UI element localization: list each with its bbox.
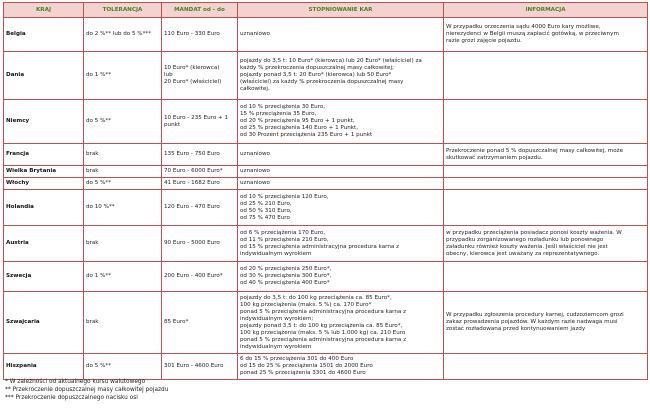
cell-fine: 10 Euro - 235 Euro + 1 punkt [162, 100, 238, 144]
cell-tolerance: do 1 %** [84, 52, 162, 100]
cell-country: Dania [4, 52, 84, 100]
cell-grading: uznaniowo [238, 18, 444, 52]
cell-country: Francja [4, 144, 84, 166]
cell-info [444, 190, 648, 226]
cell-country: Szwajcaria [4, 292, 84, 354]
footnote: ** Przekroczenie dopuszczalnej masy całkowitej pojazdu [5, 387, 169, 393]
cell-country: Szwecja [4, 262, 84, 292]
cell-fine: 70 Euro - 6000 Euro* [162, 166, 238, 178]
cell-tolerance: brak [84, 144, 162, 166]
cell-info [444, 166, 648, 178]
table-row [4, 292, 648, 354]
cell-fine: 85 Euro* [162, 292, 238, 354]
table-row [4, 262, 648, 292]
fines-table [3, 2, 648, 380]
cell-info [444, 354, 648, 380]
header-grading: STOPNIOWANIE KAR [238, 3, 444, 18]
cell-tolerance: brak [84, 292, 162, 354]
cell-fine: 200 Euro - 400 Euro* [162, 262, 238, 292]
cell-grading: uznaniowo [238, 166, 444, 178]
footnotes [5, 378, 168, 402]
cell-country: Belgia [4, 18, 84, 52]
table-row [4, 100, 648, 144]
table-row [4, 52, 648, 100]
cell-grading: od 10 % przeciążenia 120 Euro, od 25 % 210 Euro, od 50 % 310 Euro, od 75 % 470 Euro [238, 190, 444, 226]
cell-tolerance: brak [84, 166, 162, 178]
cell-tolerance: brak [84, 226, 162, 262]
table-row [4, 144, 648, 166]
cell-tolerance: do 5 %** [84, 100, 162, 144]
table-row [4, 166, 648, 178]
cell-country: Włochy [4, 178, 84, 190]
cell-fine: 10 Euro* (kierowca) lub 20 Euro* (właściciel) [162, 52, 238, 100]
table-row [4, 178, 648, 190]
table-row [4, 354, 648, 380]
cell-info [444, 262, 648, 292]
cell-info: W przypadku orzeczenia sądu 4000 Euro kary możliwe, nierezydenci w Belgii muszą zapłacić gotówką, w przeciwnym razie grozi zajęcie pojazdu. [444, 18, 648, 52]
table-row [4, 18, 648, 52]
cell-info: Przekroczenie ponad 5 % dopuszczalnej masy całkowitej, może skutkować zatrzymaniem pojazdu. [444, 144, 648, 166]
cell-country: Holandia [4, 190, 84, 226]
cell-country: Hiszpania [4, 354, 84, 380]
cell-tolerance: do 2 %** lub do 5 %*** [84, 18, 162, 52]
cell-info: W przypadku zgłoszenia procedury karnej, cudzoziemcom grozi zakaz prowadzenia pojazdów. W każdym razie nadwaga musi zostać rozładowana przed kontynuowaniem jazdy [444, 292, 648, 354]
table-row [4, 226, 648, 262]
cell-fine: 120 Euro - 470 Euro [162, 190, 238, 226]
cell-grading: od 10 % przeciążenia 30 Euro, 15 % przeciążenia 35 Euro, od 20 % przeciążenia 95 Euro + 1 punkt, od 25 % przeciążenia 140 Euro + 1 Punkt, od 30 Prozent przeciążenia 235 Euro + 1 punkt [238, 100, 444, 144]
cell-info: w przypadku przeciążenia posiadacz ponosi koszty ważenia. W przypadku zorganizowanego rozładunku lub ponownego załadunku również koszty ważenia. Jeśli właściciel nie jest obecny, kierowca jest uważany za reprezentatywnego. [444, 226, 648, 262]
cell-fine: 135 Euro - 750 Euro [162, 144, 238, 166]
footnote: * W zależności od aktualnego kursu walutowego [5, 379, 146, 385]
cell-grading: od 20 % przeciążenia 250 Euro*, od 30 % przeciążenia 300 Euro*, od 40 % przeciążenia 400 Euro* [238, 262, 444, 292]
cell-tolerance: do 1 %** [84, 262, 162, 292]
cell-tolerance: do 10 %** [84, 190, 162, 226]
cell-fine: 301 Euro - 4600 Euro [162, 354, 238, 380]
header-fine: MANDAT od - do [162, 3, 238, 18]
cell-fine: 110 Euro - 330 Euro [162, 18, 238, 52]
cell-grading: od 6 % przeciążenia 170 Euro, od 11 % przeciążenia 210 Euro, od 15 % przeciążenia administracyjna procedura karna z indywidualnym wyrokiem [238, 226, 444, 262]
cell-country: Niemcy [4, 100, 84, 144]
cell-country: Wielka Brytania [4, 166, 84, 178]
table-row [4, 190, 648, 226]
footnote: *** Przekroczenie dopuszczalnego nacisku osi [5, 395, 138, 401]
cell-tolerance: do 5 %** [84, 354, 162, 380]
cell-fine: 90 Euro - 5000 Euro [162, 226, 238, 262]
header-country: KRAJ [4, 3, 84, 18]
cell-country: Austria [4, 226, 84, 262]
cell-grading: pojazdy do 3,5 t: do 100 kg przeciążenia ca. 85 Euro*, 100 kg przeciążenia (maks. 5 %) ca. 170 Euro* ponad 5 % przeciążenia administracyjna procedura karna z indywidualnym wyrokiem; pojazdy ponad 3,5 t: do 100 kg przeciążenia ca. 85 Euro*, 100 kg przeciążenia (maks. 5 % lub 1.000 kg) ca. 210 Euro ponad 5 % przeciążenia administracyjna procedura karna z indywidualnym wyrokiem [238, 292, 444, 354]
cell-grading: uznaniowo [238, 144, 444, 166]
cell-tolerance: do 5 %** [84, 178, 162, 190]
header-row [4, 3, 648, 18]
cell-grading: pojazdy do 3,5 t: 10 Euro* (kierowca) lub 20 Euro* (właściciel) za każdy % przekroczenia dopuszczalnej masy całkowitej; pojazdy ponad 3,5 t: 20 Euro* (kierowca) lub 50 Euro* (właściciel) za każdy % przekroczenia dopuszczalnej masy całkowitej. [238, 52, 444, 100]
header-info: INFORMACJA [444, 3, 648, 18]
cell-info [444, 52, 648, 100]
cell-grading: 6 do 15 % przeciążenia 301 do 400 Euro od 15 do 25 % przeciążenia 1501 do 2000 Euro ponad 25 % przeciążenia 3301 do 4600 Euro [238, 354, 444, 380]
cell-grading: uznaniowo [238, 178, 444, 190]
header-tolerance: TOLERANCJA [84, 3, 162, 18]
cell-info [444, 178, 648, 190]
cell-info [444, 100, 648, 144]
cell-fine: 41 Euro - 1682 Euro [162, 178, 238, 190]
